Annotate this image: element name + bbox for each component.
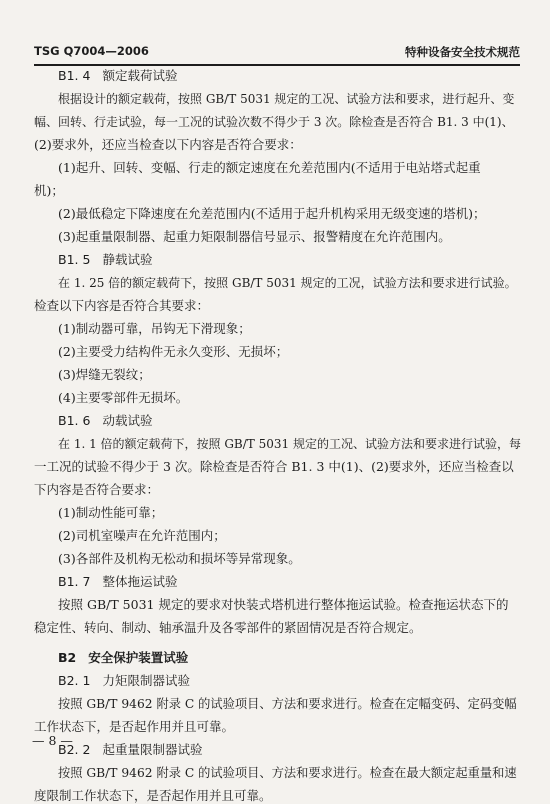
- paragraph-line: 按照 GB/T 9462 附录 C 的试验项目、方法和要求进行。检查在定幅变码、定码变幅: [58, 697, 517, 711]
- list-item: (1)制动性能可靠；: [58, 505, 164, 520]
- section-heading-b1-6: [58, 413, 152, 429]
- standard-code: TSG Q7004—2006: [34, 44, 149, 58]
- section-title: 整体拖运试验: [102, 574, 178, 589]
- section-heading-b2-2: [58, 742, 202, 758]
- section-heading-b2: [58, 650, 188, 666]
- section-title: 力矩限制器试验: [102, 673, 190, 688]
- running-header: [34, 36, 520, 62]
- section-heading-b1-5: [58, 252, 152, 268]
- section-number: B2: [58, 650, 77, 665]
- list-item: (1)起升、回转、变幅、行走的额定速度在允差范围内(不适用于电站塔式起重: [58, 160, 481, 175]
- page-number: — 8 —: [32, 733, 73, 748]
- paragraph-line: 幅、回转、行走试验，每一工况的试验次数不得少于 3 次。除检查是否符合 B1. 3 中(1)、: [34, 115, 514, 129]
- section-number: B1. 6: [58, 413, 91, 428]
- section-title: 静载试验: [102, 252, 153, 267]
- section-title: 起重量限制器试验: [102, 742, 203, 757]
- paragraph-line: 稳定性、转向、制动、轴承温升及各零部件的紧固情况是否符合规定。: [34, 620, 422, 635]
- paragraph-line: (2)要求外，还应当检查以下内容是否符合要求：: [34, 137, 302, 152]
- paragraph-line: 检查以下内容是否符合其要求：: [34, 298, 210, 313]
- section-number: B2. 2: [58, 742, 91, 757]
- section-number: B2. 1: [58, 673, 91, 688]
- paragraph-line: 根据设计的额定载荷，按照 GB/T 5031 规定的工况、试验方法和要求，进行起升、变: [58, 92, 515, 106]
- header-rule: [34, 64, 520, 66]
- series-title: 特种设备安全技术规范: [405, 45, 520, 59]
- section-title: 动载试验: [102, 413, 153, 428]
- paragraph-line: 度限制工作状态下，是否起作用并且可靠。: [34, 788, 272, 803]
- section-number: B1. 5: [58, 252, 91, 267]
- list-item: (2)最低稳定下降速度在允差范围内(不适用于起升机构采用无级变速的塔机)；: [58, 206, 486, 221]
- list-item: (2)司机室噪声在允许范围内；: [58, 528, 226, 543]
- paragraph-line: 按照 GB/T 9462 附录 C 的试验项目、方法和要求进行。检查在最大额定起重量和速: [58, 766, 517, 780]
- paragraph-line: 按照 GB/T 5031 规定的要求对快装式塔机进行整体拖运试验。检查拖运状态下的: [58, 597, 509, 612]
- section-number: B1. 7: [58, 574, 91, 589]
- paragraph-line: 在 1. 1 倍的额定载荷下，按照 GB/T 5031 规定的工况、试验方法和要求进行试验，每: [58, 437, 521, 451]
- section-number: B1. 4: [58, 68, 91, 83]
- section-heading-b2-1: [58, 673, 190, 689]
- list-item: (1)制动器可靠，吊钩无下滑现象；: [58, 321, 251, 336]
- list-item: (3)起重量限制器、起重力矩限制器信号显示、报警精度在允许范围内。: [58, 229, 451, 244]
- paragraph-line: 工作状态下，是否起作用并且可靠。: [34, 719, 235, 734]
- section-title: 额定载荷试验: [102, 68, 178, 83]
- paragraph-line: 在 1. 25 倍的额定载荷下，按照 GB/T 5031 规定的工况，试验方法和要求进行试验。: [58, 276, 517, 290]
- section-title: 安全保护装置试验: [88, 650, 189, 665]
- paragraph-line: 一工况的试验不得少于 3 次。除检查是否符合 B1. 3 中(1)、(2)要求外，还应当检查以: [34, 459, 514, 474]
- list-item: (4)主要零部件无损坏。: [58, 390, 189, 405]
- paragraph-line: 下内容是否符合要求：: [34, 482, 160, 497]
- list-item: (3)焊缝无裂纹；: [58, 367, 151, 382]
- list-item: (2)主要受力结构件无永久变形、无损坏；: [58, 344, 289, 359]
- list-item-continuation: 机)；: [34, 183, 64, 198]
- list-item: (3)各部件及机构无松动和损坏等异常现象。: [58, 551, 301, 566]
- section-heading-b1-7: [58, 574, 177, 590]
- section-heading-b1-4: [58, 68, 177, 84]
